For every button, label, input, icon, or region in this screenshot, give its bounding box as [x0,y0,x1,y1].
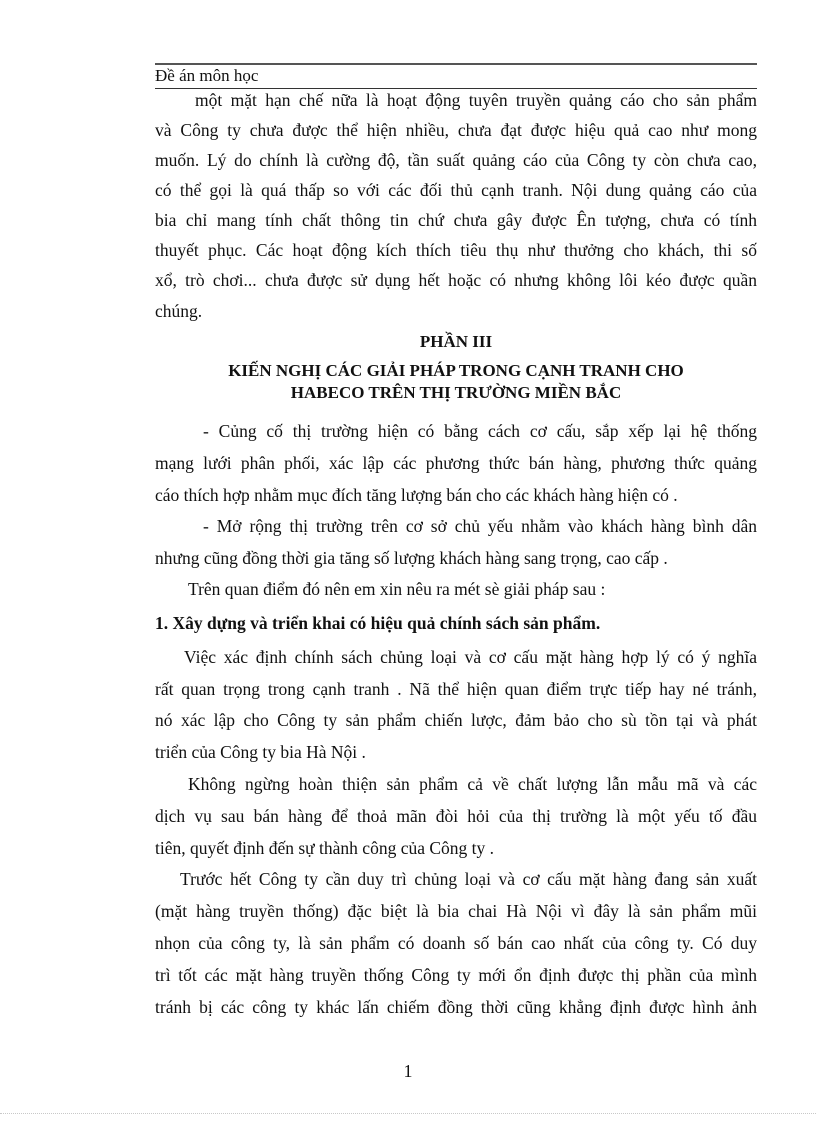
text-line: một mặt hạn chế nữa là hoạt động tuyên truyền quảng cáo cho sản phẩm [195,90,757,110]
text-line: và Công ty chưa được thể hiện nhiều, chưa đạt được hiệu quả cao như mong [155,120,757,140]
text-line: xổ, trò chơi... chưa được sử dụng hết hoặc có nhưng không lôi kéo được quần [155,270,757,290]
text-line: Việc xác định chính sách chủng loại và cơ cấu mặt hàng hợp lý có ý nghĩa [184,647,757,667]
text-line: Trước hết Công ty cần duy trì chủng loại và cơ cấu mặt hàng đang sản xuất [180,869,757,889]
text-line: Trên quan điểm đó nên em xin nêu ra mét sè giải pháp sau : [188,579,606,599]
header-rule-top [155,63,757,65]
text-line: tránh bị các công ty khác lấn chiếm đồng thời cũng khẳng định được hình ảnh [155,997,757,1017]
text-line: muốn. Lý do chính là cường độ, tần suất quảng cáo của Công ty còn chưa cao, [155,150,757,170]
text-line: nó xác lập cho Công ty sản phẩm chiến lược, đảm bảo cho sù tồn tại và phát [155,710,757,730]
section-title-line-1: KIẾN NGHỊ CÁC GIẢI PHÁP TRONG CẠNH TRANH CHO [228,361,684,380]
text-line: Không ngừng hoàn thiện sản phẩm cả về chất lượng lẫn mẫu mã và các [188,774,757,794]
text-line: trì tốt các mặt hàng truyền thống Công ty mới ổn định được thị phần của mình [155,965,757,985]
section-title-line-2: HABECO TRÊN THỊ TRƯỜNG MIỀN BẮC [290,383,622,402]
text-line: thuyết phục. Các hoạt động kích thích tiêu thụ như thưởng cho khách, thi số [155,240,757,260]
text-line: bia chỉ mang tính chất thông tin chứ chưa gây được Ên tượng, chưa có tính [155,210,757,230]
text-line: - Củng cố thị trường hiện có bằng cách cơ cấu, sắp xếp lại hệ thống [203,421,757,441]
text-line: nhọn của công ty, là sản phẩm có doanh số bán cao nhất của công ty. Có duy [155,933,757,953]
header-title: Đề án môn học [155,66,259,85]
section-part: PHẦN III [419,332,493,351]
text-line: (mặt hàng truyền thống) đặc biệt là bia chai Hà Nội vì đây là sản phẩm mũi [155,901,757,921]
text-line: - Mở rộng thị trường trên cơ sở chủ yếu nhằm vào khách hàng bình dân [203,516,757,536]
page-number: 1 [403,1061,413,1081]
text-line: dịch vụ sau bán hàng để thoả mãn đòi hỏi của thị trường là một yếu tố đầu [155,806,757,826]
page-bottom-edge [0,1113,816,1114]
text-line: triển của Công ty bia Hà Nội . [155,742,366,762]
text-line: tiên, quyết định đến sự thành công của Công ty . [155,838,495,858]
text-line: nhưng cũng đồng thời gia tăng số lượng khách hàng sang trọng, cao cấp . [155,548,668,568]
text-line: rất quan trọng trong cạnh tranh . Nã thể hiện quan điểm trực tiếp hay né tránh, [155,679,757,699]
text-line: chúng. [155,301,203,321]
text-line: mạng lưới phân phối, xác lập các phương thức bán hàng, phương thức quảng [155,453,757,473]
section-heading-1: 1. Xây dựng và triển khai có hiệu quả chính sách sản phẩm. [155,613,601,633]
text-line: cáo thích hợp nhằm mục đích tăng lượng bán cho các khách hàng hiện có . [155,485,678,505]
text-line: có thể gọi là quá thấp so với các đối thủ cạnh tranh. Nội dung quảng cáo của [155,180,757,200]
